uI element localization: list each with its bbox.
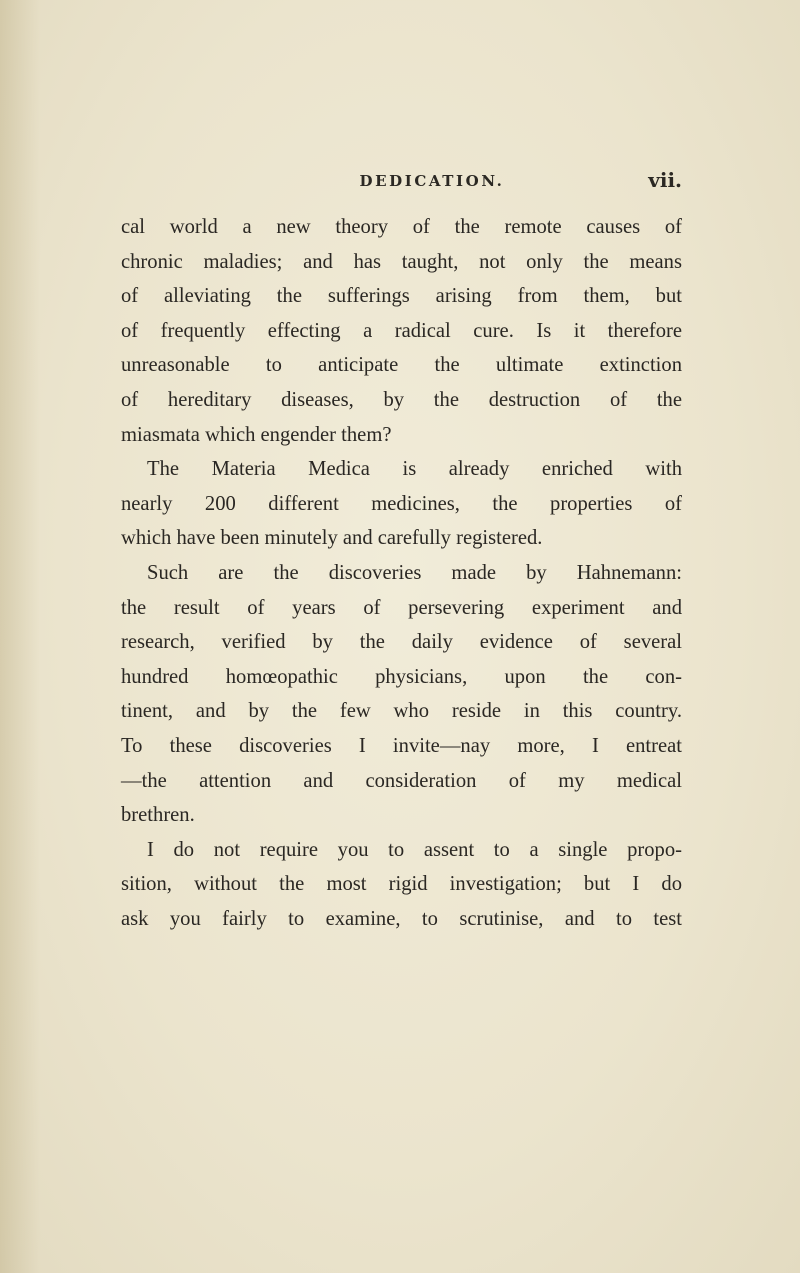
text-line: which have been minutely and carefully registered.	[121, 527, 543, 550]
running-head	[118, 170, 682, 194]
page-number: vii.	[648, 168, 682, 192]
body-text	[121, 210, 682, 936]
text-line: unreasonable to anticipate the ultimate extinction	[121, 354, 682, 377]
text-line: To these discoveries I invite—nay more, I entreat	[121, 734, 682, 757]
running-head-title: DEDICATION.	[359, 172, 505, 190]
text-line: —the attention and consideration of my medical	[121, 769, 682, 792]
text-line: ask you fairly to examine, to scrutinise, and to test	[121, 907, 682, 930]
text-line: nearly 200 different medicines, the properties of	[121, 492, 682, 515]
text-line: of hereditary diseases, by the destruction of the	[121, 388, 682, 411]
text-line: the result of years of persevering experiment and	[121, 596, 682, 619]
text-line: Such are the discoveries made by Hahnemann:	[147, 561, 682, 584]
text-line: of alleviating the sufferings arising from them, but	[121, 285, 682, 308]
text-line: miasmata which engender them?	[121, 423, 392, 446]
page-gutter-shadow	[0, 0, 40, 1273]
text-line: chronic maladies; and has taught, not only the means	[121, 250, 682, 273]
text-line: brethren.	[121, 804, 195, 827]
text-line: of frequently effecting a radical cure. Is it therefore	[121, 319, 682, 342]
text-line: tinent, and by the few who reside in this country.	[121, 700, 682, 723]
text-line: research, verified by the daily evidence of several	[121, 631, 682, 654]
text-line: sition, without the most rigid investigation; but I do	[121, 873, 682, 896]
text-line: I do not require you to assent to a single propo-	[147, 838, 682, 861]
text-line: The Materia Medica is already enriched with	[147, 458, 682, 481]
text-line: hundred homœopathic physicians, upon the con-	[121, 665, 682, 688]
text-line: cal world a new theory of the remote causes of	[121, 216, 682, 238]
